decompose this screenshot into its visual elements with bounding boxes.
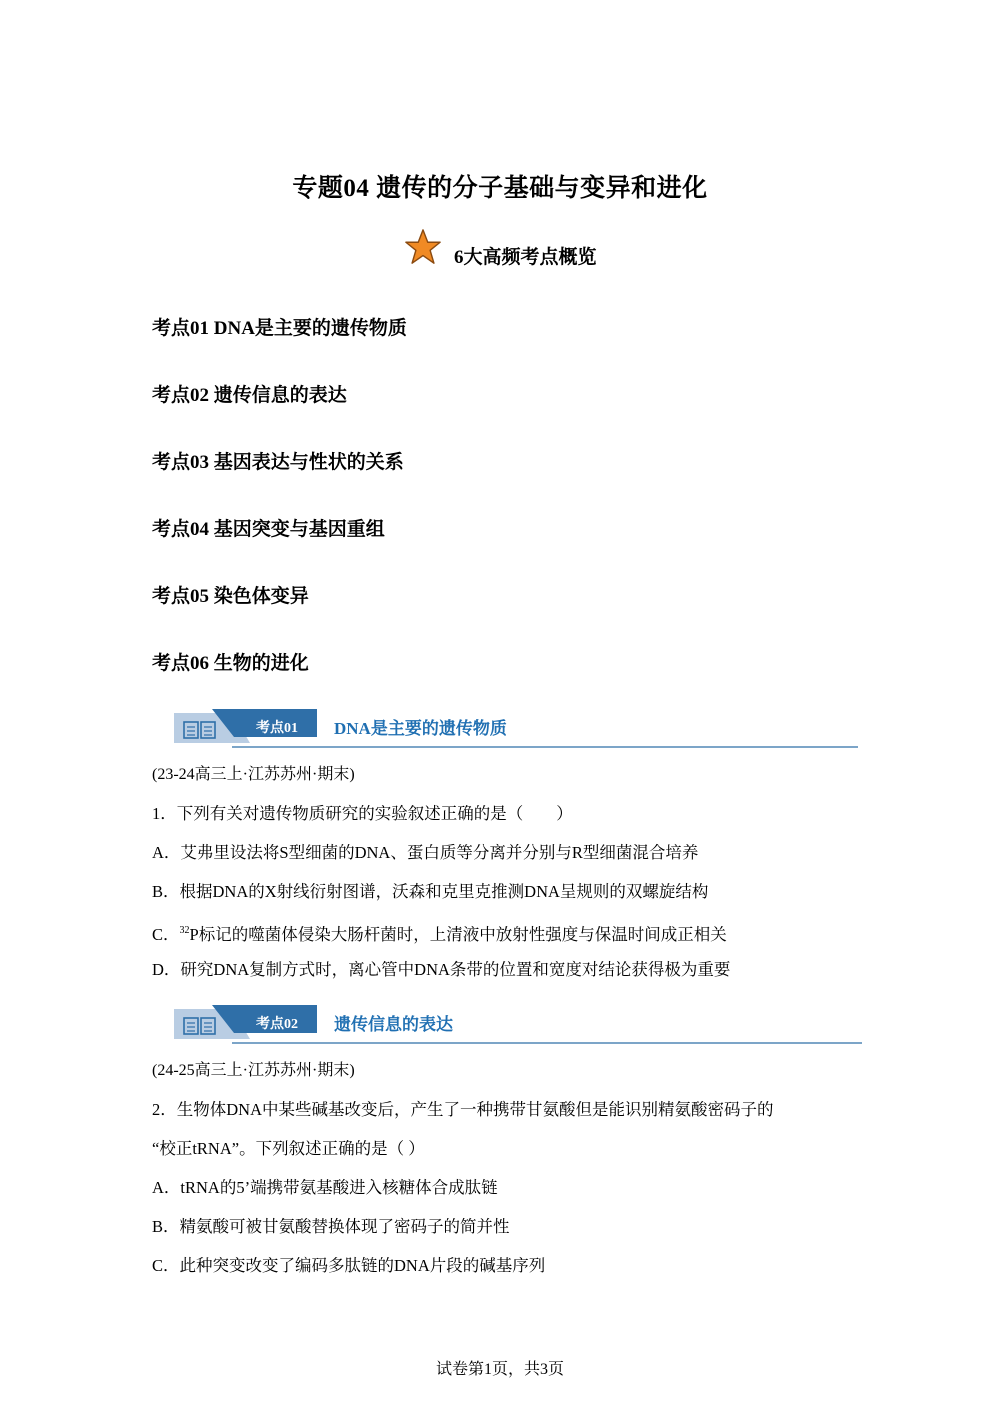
banner-title: 遗传信息的表达: [334, 1015, 453, 1034]
kaodian-item-02: 考点02 遗传信息的表达: [152, 385, 347, 406]
option-c-prefix: C．: [152, 925, 180, 944]
question-stem: 1．下列有关对遗传物质研究的实验叙述正确的是（ ）: [152, 804, 573, 823]
option-b: B．根据DNA的X射线衍射图谱，沃森和克里克推测DNA呈规则的双螺旋结构: [152, 882, 709, 901]
kaodian-item-04: 考点04 基因突变与基因重组: [152, 519, 385, 540]
banner-title: DNA是主要的遗传物质: [334, 719, 507, 738]
question-stem-line-2: “校正tRNA”。下列叙述正确的是（ ）: [152, 1139, 425, 1158]
kaodian-item-06: 考点06 生物的进化: [152, 653, 309, 674]
section-banner-02: [172, 1003, 862, 1051]
kaodian-item-05: 考点05 染色体变异: [152, 586, 309, 607]
option-a: A．艾弗里设法将S型细菌的DNA、蛋白质等分离并分别与R型细菌混合培养: [152, 843, 699, 862]
option-a: A．tRNA的5’端携带氨基酸进入核糖体合成肽链: [152, 1178, 498, 1197]
kaodian-item-03: 考点03 基因表达与性状的关系: [152, 452, 404, 473]
question-stem-line-1: 2．生物体DNA中某些碱基改变后，产生了一种携带甘氨酸但是能识别精氨酸密码子的: [152, 1100, 774, 1119]
star-icon: [404, 228, 442, 266]
option-b: B．精氨酸可被甘氨酸替换体现了密码子的简并性: [152, 1217, 510, 1236]
kaodian-item-01: 考点01 DNA是主要的遗传物质: [152, 318, 407, 339]
option-c-text: P标记的噬菌体侵染大肠杆菌时，上清液中放射性强度与保温时间成正相关: [189, 925, 727, 944]
page-footer: 试卷第1页，共3页: [435, 1361, 564, 1378]
option-c: [152, 920, 727, 946]
option-c: C．此种突变改变了编码多肽链的DNA片段的碱基序列: [152, 1256, 546, 1275]
overview-label: 6大高频考点概览: [454, 247, 597, 268]
page-title: 专题04 遗传的分子基础与变异和进化: [292, 175, 708, 202]
question-source: (24-25高三上·江苏苏州·期末): [152, 1062, 355, 1079]
section-banner-01: [172, 707, 862, 755]
banner-tag: 考点02: [256, 1017, 298, 1032]
question-source: (23-24高三上·江苏苏州·期末): [152, 766, 355, 783]
option-d: D．研究DNA复制方式时，离心管中DNA条带的位置和宽度对结论获得极为重要: [152, 960, 731, 979]
isotope-superscript: 32: [179, 925, 190, 936]
banner-tag: 考点01: [256, 721, 298, 736]
